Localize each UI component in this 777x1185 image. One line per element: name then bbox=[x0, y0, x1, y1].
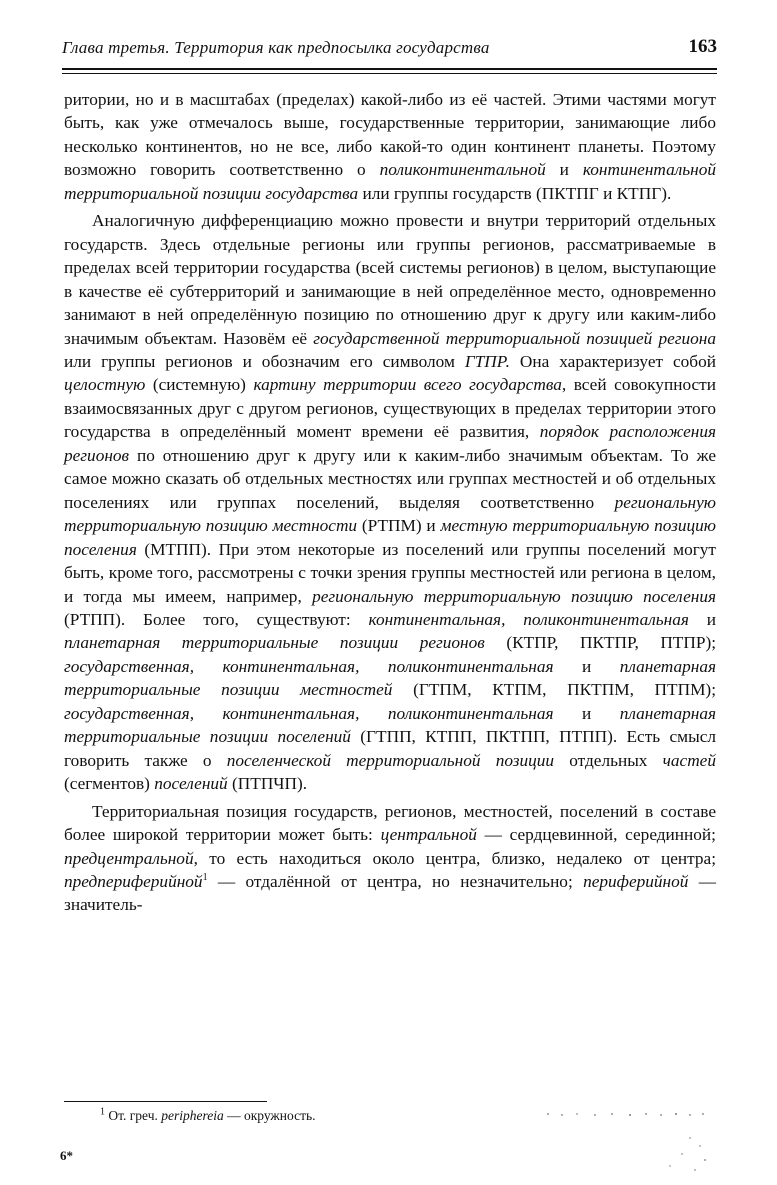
emphasized-term: предпериферийной bbox=[64, 871, 203, 891]
emphasized-term: государственная, континентальная, поликонтинентальная bbox=[64, 656, 554, 676]
header-rule-thin bbox=[62, 73, 717, 74]
text-run: и bbox=[545, 160, 583, 180]
text-run: Аналогичную дифференциацию можно провести и внутри территорий отдельных государств. Здесь отдельные регионы или группы регионов, рассматриваемые в пределах всей территории государства (всей системы регионов) в целом, выступающие в качестве её субтерриторий и занимающие в ней определённое место, одновременно занимают в ней определённую позицию по отношению друг к другу или каким-либо значимым объектам. Назовём её bbox=[64, 211, 716, 348]
emphasized-term: картину территории всего государства bbox=[253, 375, 562, 395]
text-run: или группы регионов и обозначим его символом bbox=[64, 351, 465, 371]
emphasized-term: региональную территориальную позицию местности bbox=[64, 492, 716, 536]
text-run: (ГТПМ, КТПМ, ПКТПМ, ПТПМ); bbox=[392, 680, 716, 700]
text-run: (МТПП). При этом некоторые из поселений или группы поселений могут быть, кроме того, рассмотрены с точки зрения группы местностей или региона в целом, и тогда мы имеем, например, bbox=[64, 539, 716, 606]
emphasized-term: планетарная территориальные позиции местностей bbox=[64, 656, 717, 700]
emphasized-term: порядок расположения регионов bbox=[64, 422, 716, 465]
emphasized-term: целостную bbox=[64, 375, 146, 395]
text-run: отдельных bbox=[554, 750, 663, 770]
text-run: — значитель- bbox=[64, 871, 716, 915]
text-run: — сердцевинной, серединной; bbox=[476, 825, 716, 845]
emphasized-term: континентальной территориальной позиции государства bbox=[64, 160, 716, 203]
text-run: — отдалённой от центра, но незначительно; bbox=[207, 871, 584, 891]
emphasized-term: поселений bbox=[154, 774, 228, 794]
footnote-ref: 1 bbox=[202, 872, 208, 884]
paragraph bbox=[64, 800, 716, 917]
emphasized-term: региональную территориальную позицию поселения bbox=[312, 586, 716, 606]
text-run: , то есть находиться около центра, близко, недалеко от центра; bbox=[193, 848, 716, 868]
emphasized-term: местную территориальную позицию поселения bbox=[64, 516, 716, 559]
footnote bbox=[100, 1107, 316, 1125]
text-run: и bbox=[688, 609, 717, 629]
emphasized-term: поселенческой территориальной позиции bbox=[226, 750, 555, 770]
header-rule bbox=[62, 68, 717, 70]
body-text bbox=[64, 88, 716, 921]
page-number: 163 bbox=[688, 36, 717, 57]
text-run: по отношению друг к другу или к каким-либо значимым объектам. То же самое можно сказать об отдельных местностях или группах местностей и об отдельных поселениях или группах поселений, выделяя соответственно bbox=[64, 445, 716, 512]
emphasized-term: государственной территориальной позицией региона bbox=[313, 328, 716, 348]
footnote-marker: 1 bbox=[100, 1106, 105, 1118]
emphasized-term: ГТПР. bbox=[464, 351, 510, 371]
page-header bbox=[62, 36, 717, 66]
text-run: и bbox=[553, 656, 620, 676]
emphasized-term: поликонтинентальной bbox=[379, 160, 546, 180]
emphasized-term: центральной bbox=[380, 825, 477, 845]
emphasized-term: планетарная территориальные позиции регионов bbox=[64, 633, 485, 653]
text-run: (ПТПЧП). bbox=[227, 774, 308, 794]
footnote-rule bbox=[64, 1101, 267, 1102]
text-run: (системную) bbox=[145, 375, 254, 395]
text-run: (РТПП). Более того, существуют: bbox=[64, 609, 369, 629]
text-run: Территориальная позиция государств, регионов, местностей, поселений в составе более широкой территории может быть: bbox=[64, 801, 716, 845]
text-run: ритории, но и в масштабах (пределах) какой-либо из её частей. Этими частями могут быть, как уже отмечалось выше, государственные территории, занимающие либо несколько континентов, но не все, либо какой-то один континент планеты. Поэтому возможно говорить соответственно о bbox=[64, 90, 716, 180]
footnote-suffix: — окружность. bbox=[223, 1108, 316, 1123]
emphasized-term: периферийной bbox=[583, 871, 689, 891]
footnote-prefix: От. греч. bbox=[105, 1108, 162, 1123]
text-run: (сегментов) bbox=[64, 774, 155, 794]
emphasized-term: частей bbox=[662, 750, 716, 770]
scan-noise bbox=[540, 1108, 720, 1178]
emphasized-term: континентальная, поликонтинентальная bbox=[368, 609, 689, 629]
paragraph bbox=[64, 88, 716, 205]
emphasized-term: государственная, континентальная, поликонтинентальная bbox=[64, 703, 554, 723]
text-run: (РТПМ) и bbox=[357, 516, 441, 536]
signature-mark: 6* bbox=[60, 1148, 73, 1163]
text-run: и bbox=[553, 703, 620, 723]
emphasized-term: планетарная территориальные позиции поселений bbox=[64, 703, 717, 747]
footnote-term: periphereia bbox=[161, 1108, 224, 1123]
running-head: Глава третья. Территория как предпосылка государства bbox=[62, 38, 490, 57]
text-run: (КТПР, ПКТПР, ПТПР); bbox=[484, 633, 717, 653]
text-run: (ГТПП, КТПП, ПКТПП, ПТПП). Есть смысл говорить также о bbox=[64, 727, 716, 770]
emphasized-term: предцентральной bbox=[64, 848, 194, 868]
text-run: Она характеризует собой bbox=[509, 351, 716, 371]
text-run: , всей совокупности взаимосвязанных друг с другом регионов, существующих в пределах территории этого государства в определённый момент времени её развития, bbox=[64, 375, 716, 442]
text-run: или группы государств (ПКТПГ и КТПГ). bbox=[358, 183, 672, 203]
paragraph bbox=[64, 209, 716, 795]
